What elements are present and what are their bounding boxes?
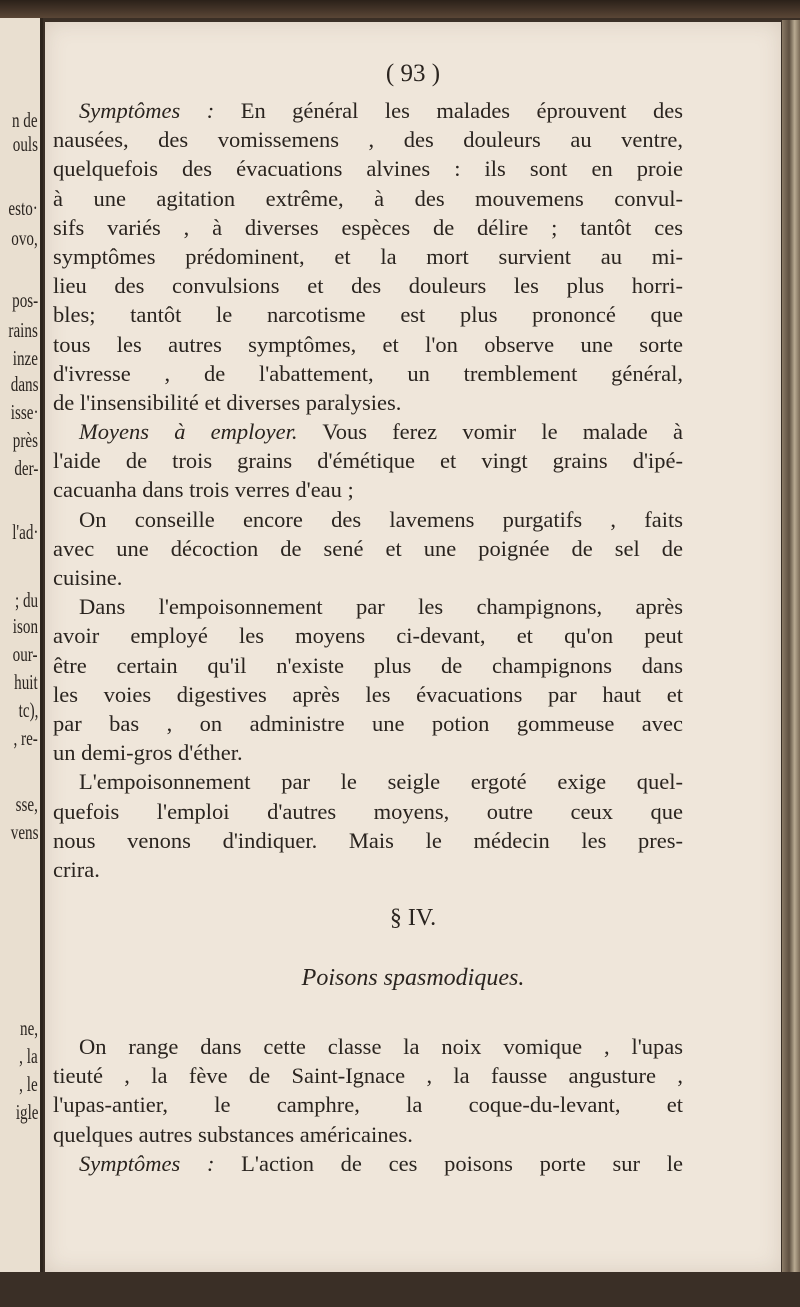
left-page-text-fragment: vens <box>10 820 38 844</box>
page-number: ( 93 ) <box>385 60 441 87</box>
left-page-text-fragment: der- <box>13 456 38 480</box>
left-page-text-fragment: ouls <box>12 132 38 156</box>
text-line: avec une décoction de sené et une poignée de sel de <box>53 535 683 561</box>
left-page-text-fragment: esto· <box>8 196 38 220</box>
left-page-text-fragment: igle <box>15 1100 38 1124</box>
italic-lead: Moyens à employer. <box>79 419 298 445</box>
italic-lead: Symptômes : <box>79 1150 215 1176</box>
left-page-text-fragment: inze <box>12 346 38 370</box>
text-line: de l'insensibilité et diverses paralysies. <box>53 389 402 415</box>
text-line: On range dans cette classe la noix vomique , l'upas <box>79 1034 683 1059</box>
text-line: d'ivresse , de l'abattement, un tremblement général, <box>53 360 683 386</box>
left-page-text-fragment: sse, <box>15 792 38 816</box>
text-line: cuisine. <box>53 565 123 590</box>
text-line: sifs variés , à diverses espèces de délire ; tantôt ces <box>53 214 683 240</box>
page-body-lower <box>53 1032 683 1178</box>
text-line: tous les autres symptômes, et l'on observe une sorte <box>53 331 683 357</box>
text-line: nous venons d'indiquer. Mais le médecin les pres- <box>53 827 683 853</box>
text-line: être certain qu'il n'existe plus de champignons dans <box>53 652 683 678</box>
left-page-text-fragment: ison <box>12 614 38 638</box>
section-number: § IV. <box>389 905 437 931</box>
book-page <box>45 22 781 1272</box>
left-page-text-fragment: ; du <box>14 588 38 612</box>
left-page-text-fragment: , re- <box>13 726 38 750</box>
left-page-text-fragment: ne, <box>19 1016 38 1040</box>
text-line: l'aide de trois grains d'émétique et vingt grains d'ipé- <box>53 448 683 474</box>
left-page-text-fragment: pos- <box>11 288 38 312</box>
left-page-fragment <box>0 18 43 1272</box>
text-line: quefois l'emploi d'autres moyens, outre ceux que <box>53 798 683 824</box>
section-title: Poisons spasmodiques. <box>301 965 525 991</box>
text-line: un demi-gros d'éther. <box>53 740 243 766</box>
left-page-text-fragment: isse· <box>10 400 38 424</box>
text-line: tieuté , la fève de Saint-Ignace , la fausse angusture , <box>53 1063 683 1089</box>
text-line: Dans l'empoisonnement par les champignons, après <box>79 594 683 620</box>
text-line: l'upas-antier, le camphre, la coque-du-levant, et <box>53 1092 683 1118</box>
book-top-edge <box>0 0 800 18</box>
text-line: Symptômes : L'action de ces poisons porte sur le <box>79 1150 683 1176</box>
italic-lead: Symptômes : <box>79 98 215 123</box>
left-page-text-fragment: près <box>12 428 38 452</box>
left-page-text-fragment: n de <box>12 108 38 132</box>
page-body-upper <box>53 96 683 884</box>
left-page-text-fragment: l'ad· <box>11 520 38 544</box>
text-line: Symptômes : En général les malades éprouvent des <box>79 98 683 123</box>
left-page-text-fragment: , la <box>19 1044 38 1068</box>
text-line: nausées, des vomissemens , des douleurs au ventre, <box>53 127 683 153</box>
left-page-text-fragment: tc), <box>18 698 38 722</box>
text-line: cacuanha dans trois verres d'eau ; <box>53 477 354 503</box>
text-line: lieu des convulsions et des douleurs les plus horri- <box>53 273 683 299</box>
text-line: Moyens à employer. Vous ferez vomir le malade à <box>79 419 683 445</box>
left-page-text-fragment: dans <box>10 372 38 396</box>
book-right-edge <box>782 20 800 1272</box>
text-line: par bas , on administre une potion gommeuse avec <box>53 710 683 736</box>
text-line: quelquefois des évacuations alvines : ils sont en proie <box>53 156 683 182</box>
text-line: à une agitation extrême, à des mouvemens convul- <box>53 185 683 211</box>
text-line: quelques autres substances américaines. <box>53 1121 413 1147</box>
text-line: symptômes prédominent, et la mort survient au mi- <box>53 243 683 269</box>
text-line: L'empoisonnement par le seigle ergoté exige quel- <box>79 769 683 795</box>
left-page-text-fragment: rains <box>8 318 38 342</box>
left-page-text-fragment: , le <box>19 1072 38 1096</box>
left-page-text-fragment: ovo, <box>11 226 38 250</box>
text-line: bles; tantôt le narcotisme est plus prononcé que <box>53 302 683 328</box>
left-page-text-fragment: huit <box>14 670 38 694</box>
text-line: crira. <box>53 856 100 882</box>
text-line: On conseille encore des lavemens purgatifs , faits <box>79 506 683 532</box>
text-line: avoir employé les moyens ci-devant, et qu'on peut <box>53 623 683 649</box>
left-page-text-fragment: our- <box>13 642 38 666</box>
text-line: les voies digestives après les évacuations par haut et <box>53 681 683 707</box>
